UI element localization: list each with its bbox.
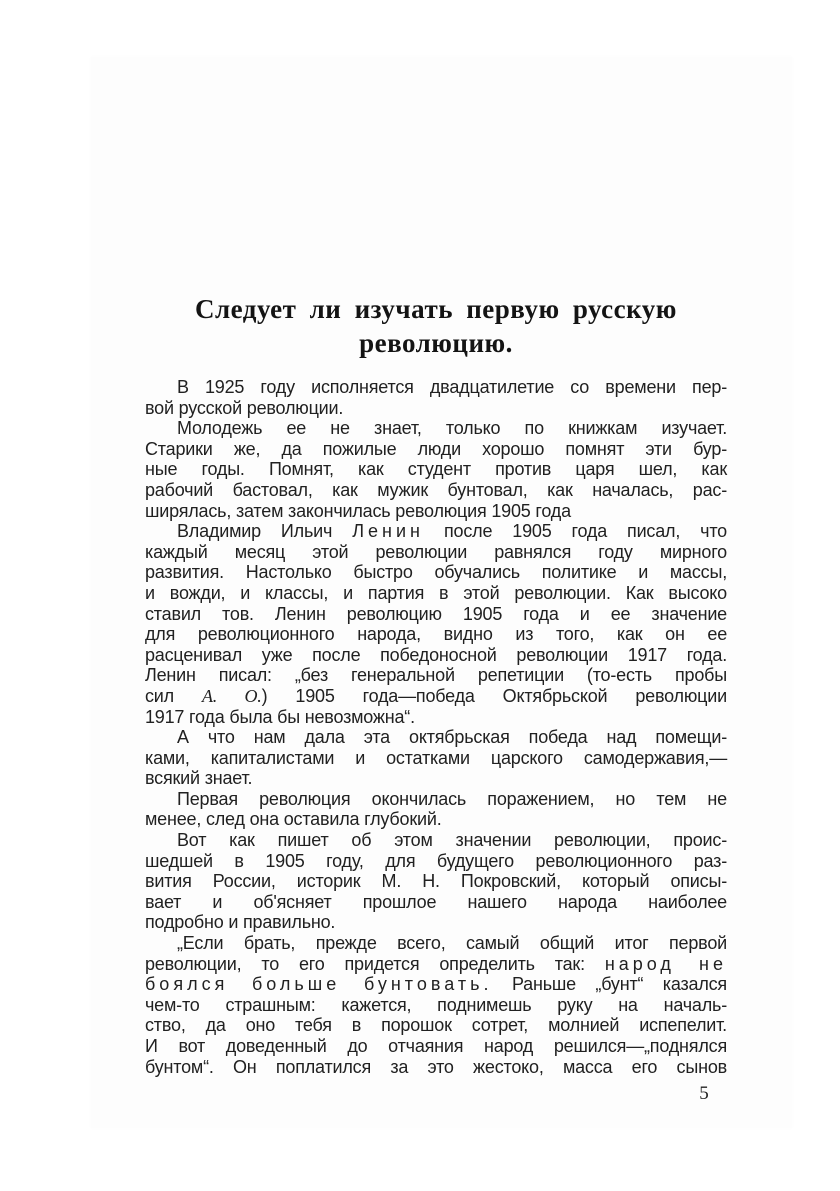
text-line: менее, след она оставила глубокий. bbox=[145, 809, 442, 830]
page-number: 5 bbox=[699, 1083, 709, 1104]
text-line: вой русской революции. bbox=[145, 397, 344, 418]
text-segment: Раньше „бунт“ казался bbox=[492, 974, 727, 995]
text-line: Старики же, да пожилые люди хорошо помнят эти бур- bbox=[145, 438, 727, 459]
text-line: рабочий бастовал, как мужик бунтовал, как началась, рас- bbox=[145, 479, 727, 500]
text-line: ставил тов. Ленин революцию 1905 года и ее значение bbox=[145, 603, 727, 624]
text-line: И вот доведенный до отчаяния народ решился—„поднялся bbox=[145, 1036, 727, 1056]
italic-text: А. О. bbox=[201, 685, 262, 706]
text-line: всякий знает. bbox=[145, 768, 253, 789]
text-line: вития России, историк М. Н. Покровский, который описы- bbox=[145, 871, 727, 892]
text-segment: сил bbox=[145, 685, 202, 706]
text-segment: революции, то его придется определить так: bbox=[145, 953, 605, 974]
text-segment: после 1905 года писал, что bbox=[423, 521, 727, 542]
text-line: каждый месяц этой революции равнялся году мирного bbox=[145, 541, 727, 562]
text-line: шедшей в 1905 году, для будущего революционного раз- bbox=[145, 850, 727, 871]
text-line bbox=[145, 686, 727, 707]
text-line: Первая революция окончилась поражением, но тем не bbox=[177, 788, 727, 809]
text-line: А что нам дала эта октябрьская победа над помещи- bbox=[177, 727, 727, 748]
text-line: вает и об'ясняет прошлое нашего народа наиболее bbox=[145, 891, 727, 912]
text-line: развития. Настолько быстро обучались политике и массы, bbox=[145, 562, 727, 583]
text-line: ство, да оно тебя в порошок сотрет, молнией испепелит. bbox=[145, 1015, 727, 1036]
text-line: бунтом“. Он поплатился за это жестоко, масса его сынов bbox=[145, 1056, 727, 1077]
text-line bbox=[145, 521, 727, 542]
text-line: ные годы. Помнят, как студент против царя шел, как bbox=[145, 459, 727, 480]
letter-spaced-text: Ленин bbox=[352, 521, 424, 542]
text-segment: ) 1905 года—победа Октябрьской революции bbox=[261, 685, 727, 706]
text-line: Вот как пишет об этом значении революции, проис- bbox=[177, 830, 727, 851]
chapter-title-line-1: Следует ли изучать первую русскую bbox=[195, 294, 677, 324]
text-line bbox=[145, 954, 727, 975]
text-line: чем-то страшным: кажется, поднимешь руку на началь- bbox=[145, 994, 727, 1015]
text-line bbox=[145, 974, 727, 995]
text-line: „Если брать, прежде всего, самый общий итог первой bbox=[177, 933, 727, 954]
body-text bbox=[145, 377, 727, 1077]
text-line: 1917 года была бы невозможна“. bbox=[145, 706, 415, 727]
text-line: подробно и правильно. bbox=[145, 912, 336, 933]
text-line: В 1925 году исполняется двадцатилетие со времени пер- bbox=[177, 377, 727, 397]
text-line: Молодежь ее не знает, только по книжкам изучает. bbox=[177, 418, 727, 439]
text-line: и вожди, и классы, и партия в этой революции. Как высоко bbox=[145, 582, 727, 603]
text-block bbox=[145, 292, 727, 1077]
text-line: для революционного народа, видно из того, как он ее bbox=[145, 624, 727, 645]
text-line: Ленин писал: „без генеральной репетиции (то-есть пробы bbox=[145, 665, 727, 686]
letter-spaced-text: боялся больше бунтовать. bbox=[145, 974, 493, 995]
text-line: расценивал уже после победоносной революции 1917 года. bbox=[145, 644, 727, 665]
text-line: ширялась, затем закончилась революция 1905 года bbox=[145, 500, 571, 521]
letter-spaced-text: народ не bbox=[604, 953, 727, 974]
text-segment: Владимир Ильич bbox=[177, 521, 353, 542]
chapter-title-line-2: революцию. bbox=[359, 328, 513, 358]
chapter-title bbox=[145, 292, 727, 360]
text-line: ками, капиталистами и остатками царского самодержавия,— bbox=[145, 747, 727, 768]
